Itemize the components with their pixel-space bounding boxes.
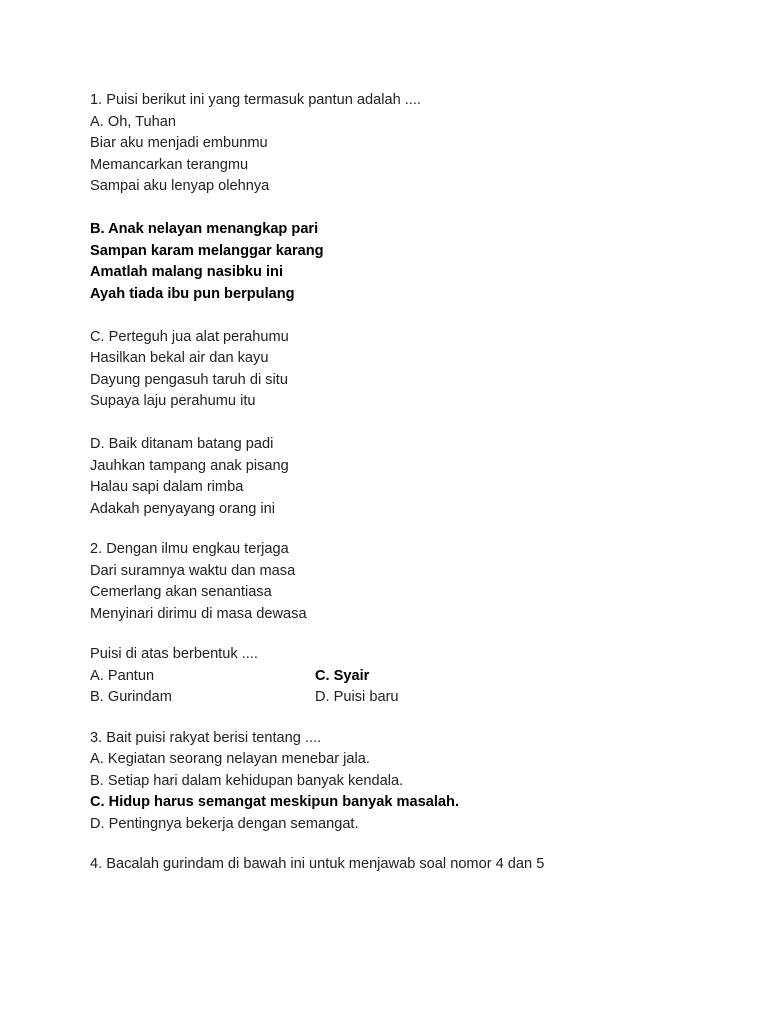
question-3-option-a: A. Kegiatan seorang nelayan menebar jala. <box>90 751 370 767</box>
option-b-line: Sampan karam melanggar karang <box>90 242 324 259</box>
option-d-line: Adakah penyayang orang ini <box>90 500 275 517</box>
question-1-text: 1. Puisi berikut ini yang termasuk pantun adalah .... <box>90 92 421 108</box>
option-a-line: A. Oh, Tuhan <box>90 113 176 130</box>
question-4-text: 4. Bacalah gurindam di bawah ini untuk menjawab soal nomor 4 dan 5 <box>90 856 545 872</box>
question-1-option-a <box>90 112 710 198</box>
option-c-line: Dayung pengasuh taruh di situ <box>90 371 288 388</box>
poem-line: Dari suramnya waktu dan masa <box>90 562 296 579</box>
option-c-line: Hasilkan bekal air dan kayu <box>90 350 269 366</box>
question-2-option-d: D. Puisi baru <box>315 689 399 705</box>
option-b-line: Amatlah malang nasibku ini <box>90 264 284 280</box>
option-d-line: Halau sapi dalam rimba <box>90 479 244 495</box>
poem-line: Cemerlang akan senantiasa <box>90 584 272 600</box>
option-b-line: Ayah tiada ibu pun berpulang <box>90 285 295 302</box>
poem-line: Menyinari dirimu di masa dewasa <box>90 605 307 622</box>
document-page <box>90 90 710 876</box>
question-2-poem <box>90 539 710 625</box>
option-a-line: Sampai aku lenyap olehnya <box>90 178 270 194</box>
poem-line: 2. Dengan ilmu engkau terjaga <box>90 541 289 557</box>
question-3-option-b: B. Setiap hari dalam kehidupan banyak kendala. <box>90 772 404 789</box>
option-a-line: Memancarkan terangmu <box>90 156 249 173</box>
question-1-option-d <box>90 434 710 520</box>
question-3-option-d: D. Pentingnya bekerja dengan semangat. <box>90 815 359 832</box>
question-3-text: 3. Bait puisi rakyat berisi tentang .... <box>90 729 322 746</box>
option-d-line: Jauhkan tampang anak pisang <box>90 457 289 474</box>
question-2-option-c-answer: C. Syair <box>315 667 370 684</box>
question-2-option-a: A. Pantun <box>90 667 155 684</box>
option-c-line: C. Perteguh jua alat perahumu <box>90 328 289 345</box>
question-2-option-b: B. Gurindam <box>90 689 172 705</box>
option-b-line: B. Anak nelayan menangkap pari <box>90 221 319 237</box>
question-2-text: Puisi di atas berbentuk .... <box>90 646 258 662</box>
question-1-option-b-answer <box>90 219 710 305</box>
question-2-options-row-2 <box>90 687 710 709</box>
option-c-line: Supaya laju perahumu itu <box>90 393 256 409</box>
question-1-option-c <box>90 327 710 413</box>
question-3-option-c-answer: C. Hidup harus semangat meskipun banyak masalah. <box>90 794 460 810</box>
option-d-line: D. Baik ditanam batang padi <box>90 436 274 452</box>
option-a-line: Biar aku menjadi embunmu <box>90 135 268 151</box>
question-2-options-row-1 <box>90 666 710 688</box>
